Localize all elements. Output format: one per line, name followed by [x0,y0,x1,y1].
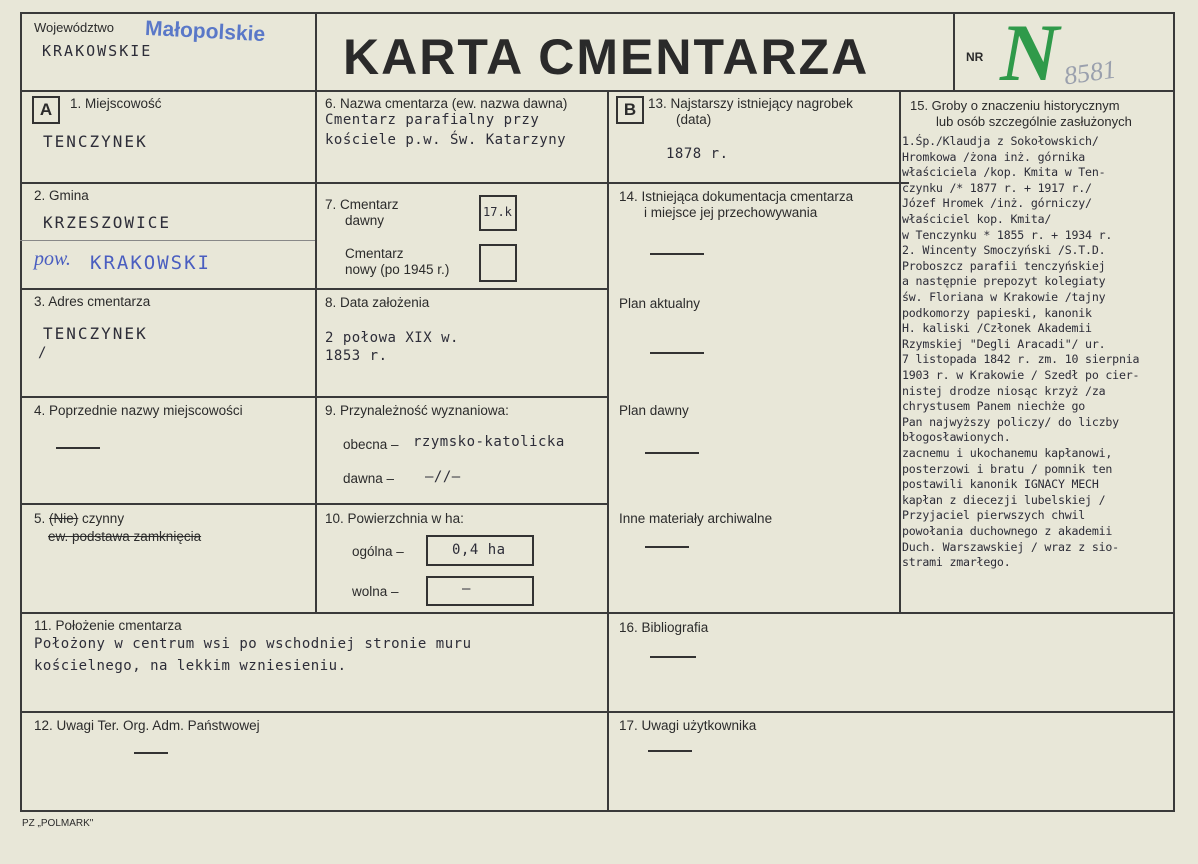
f15-line: zacnemu i ukochanemu kapłanowi, [902,446,1113,460]
f15-line: postawili kanonik IGNACY MECH [902,477,1099,492]
f7-dawny-line1: 7. Cmentarz [325,197,399,212]
nr-letter: N [1000,7,1060,98]
f10-ogolna-label: ogólna – [352,544,404,559]
f15-line: Pan najwyższy policzy/ do liczby [902,414,1119,429]
inne-dash [645,546,689,548]
f15-line: 7 listopada 1842 r. zm. 10 sierpnia [902,352,1140,367]
f3-value: TENCZYNEK [43,324,148,343]
f15-line: Przyjaciel pierwszych chwil [902,508,1086,523]
f6-label: 6. Nazwa cmentarza (ew. nazwa dawna) [325,96,568,111]
row-line-6 [20,711,1175,713]
f2-pow-prefix: pow. [34,248,71,270]
f15-line: 2. Wincenty Smoczyński /S.T.D. [902,243,1106,258]
f16-label: 16. Bibliografia [619,620,709,635]
f13-value: 1878 r. [666,146,729,162]
f14-dash [650,253,704,255]
gmina-inner-line [20,240,315,241]
f2-value: KRZESZOWICE [43,213,171,232]
f15-line: Proboszcz parafii tenczyńskiej [902,258,1106,273]
header-vline-2 [953,12,955,92]
f9-dawna-value: –//– [425,469,461,485]
f10-wolna-value: — [462,581,471,597]
row-line-4 [20,503,609,505]
row-line-5 [20,612,1175,614]
row-line-1 [20,182,909,184]
f2-pow-value: KRAKOWSKI [90,252,211,274]
col-line-a [315,90,317,613]
f15-line: nistej drodze niosąc krzyż /za [902,383,1106,398]
f10-ogolna-value: 0,4 ha [452,542,506,558]
f15-line: powołania duchownego z akademii [902,524,1113,538]
f15-line: właściciela /kop. Kmita w Ten- [902,165,1106,180]
f15-line: 1.Śp./Klaudja z Sokołowskich/ [902,134,1099,148]
col-line-b [607,90,609,812]
plan-aktualny-dash [650,352,704,354]
f15-line: św. Floriana w Krakowie /tajny [902,290,1106,304]
frame-bottom [20,810,1175,812]
f17-label: 17. Uwagi użytkownika [619,718,757,733]
plan-aktualny-label: Plan aktualny [619,296,701,311]
f4-dash [56,447,100,449]
plan-dawny-label: Plan dawny [619,403,689,418]
f13-label-line1: 13. Najstarszy istniejący nagrobek [648,96,853,111]
f15-label-line2: lub osób szczególnie zasłużonych [936,114,1132,129]
f11-value-line2: kościelnego, na lekkim wzniesieniu. [34,658,347,674]
f1-value: TENCZYNEK [43,132,148,151]
f5-nie: (Nie) [49,511,79,526]
f7-dawny-checkbox[interactable] [479,195,517,231]
row-line-3 [20,396,609,398]
f15-lines [902,134,1172,574]
f1-label: 1. Miejscowość [70,96,162,111]
f15-line: Józef Hromek /inż. górniczy/ [902,196,1092,211]
f9-label: 9. Przynależność wyznaniowa: [325,403,509,418]
f16-dash [650,656,696,658]
f4-label: 4. Poprzednie nazwy miejscowości [34,403,243,418]
f10-ogolna-field[interactable] [426,535,534,566]
f5-line2: ew. podstawa zamknięcia [48,529,202,544]
frame-right [1173,12,1175,812]
f3-mark: / [38,345,47,361]
f15-line: właściciel kop. Kmita/ [902,212,1052,226]
f14-label-line1: 14. Istniejąca dokumentacja cmentarza [619,189,854,204]
f13-label-line2: (data) [676,112,712,127]
f5-czynny: czynny [82,511,125,526]
f15-line: błogosławionych. [902,430,1011,445]
f12-dash [134,752,168,754]
f6-value-line2: kościele p.w. Św. Katarzyny [325,132,567,148]
col-line-c [899,90,901,613]
section-a-badge: A [32,96,60,124]
f15-line: posterzowi i bratu / pomnik ten [902,461,1113,476]
f15-line: H. kaliski /Członek Akademii [902,321,1092,336]
f7-dawny-mark: 17.k [483,205,512,219]
f15-line: strami zmarłego. [902,555,1011,570]
header-vline-1 [315,12,317,92]
f15-line: 1903 r. w Krakowie / Szedł po cier- [902,368,1140,382]
f8-value-line2: 1853 r. [325,348,388,364]
f15-line: Rzymskiej "Degli Aracadi"/ ur. [902,336,1106,351]
f11-label: 11. Położenie cmentarza [34,618,182,633]
f3-label: 3. Adres cmentarza [34,294,151,309]
f9-obecna-label: obecna – [343,437,399,452]
f15-line: kapłan z diecezji lubelskiej / [902,492,1106,507]
f15-line: podkomorzy papieski, kanonik [902,305,1092,320]
row-line-2 [20,288,609,290]
f7-dawny-line2: dawny [345,213,385,228]
f7-nowy-line1: Cmentarz [345,246,404,261]
f5-num: 5. [34,511,46,526]
f8-label: 8. Data założenia [325,295,430,310]
f2-label: 2. Gmina [34,188,89,203]
f10-wolna-label: wolna – [352,584,399,599]
f10-label: 10. Powierzchnia w ha: [325,511,464,526]
f11-value-line1: Położony w centrum wsi po wschodniej stronie muru [34,636,472,652]
f15-line: a następnie prepozyt kolegiaty [902,274,1106,289]
f9-dawna-label: dawna – [343,471,395,486]
f12-label: 12. Uwagi Ter. Org. Adm. Państwowej [34,718,260,733]
f6-value-line1: Cmentarz parafialny przy [325,112,540,128]
f7-nowy-line2: nowy (po 1945 r.) [345,262,450,277]
f8-value-line1: 2 połowa XIX w. [325,330,459,346]
inne-label: Inne materiały archiwalne [619,511,773,526]
nr-number: 8581 [1062,54,1118,91]
nr-label: NR [966,50,984,64]
f15-line: chrystusem Panem niechże go [902,399,1086,414]
f7-nowy-checkbox[interactable] [479,244,517,282]
card-title: KARTA CMENTARZA [343,29,870,85]
frame-left [20,12,22,812]
f15-line: Hromkowa /żona inż. górnika [902,149,1086,164]
f5-label [34,511,124,526]
f15-line: Duch. Warszawskiej / wraz z sio- [902,539,1119,554]
section-b-badge: B [616,96,644,124]
f17-dash [648,750,692,752]
f14-label-line2: i miejsce jej przechowywania [644,205,818,220]
f15-line: czynku /* 1877 r. + 1917 r./ [902,180,1092,195]
wojewodztwo-label: Województwo [34,20,114,35]
wojewodztwo-value: KRAKOWSKIE [42,42,153,60]
printer-imprint: PZ „POLMARK" [22,818,94,829]
f15-label-line1: 15. Groby o znaczeniu historycznym [910,98,1120,113]
f9-obecna-value: rzymsko-katolicka [413,434,565,450]
plan-dawny-dash [645,452,699,454]
malopolskie-stamp: Małopolskie [144,16,266,47]
f15-line: w Tenczynku * 1855 r. + 1934 r. [902,227,1113,242]
f10-wolna-field[interactable] [426,576,534,606]
